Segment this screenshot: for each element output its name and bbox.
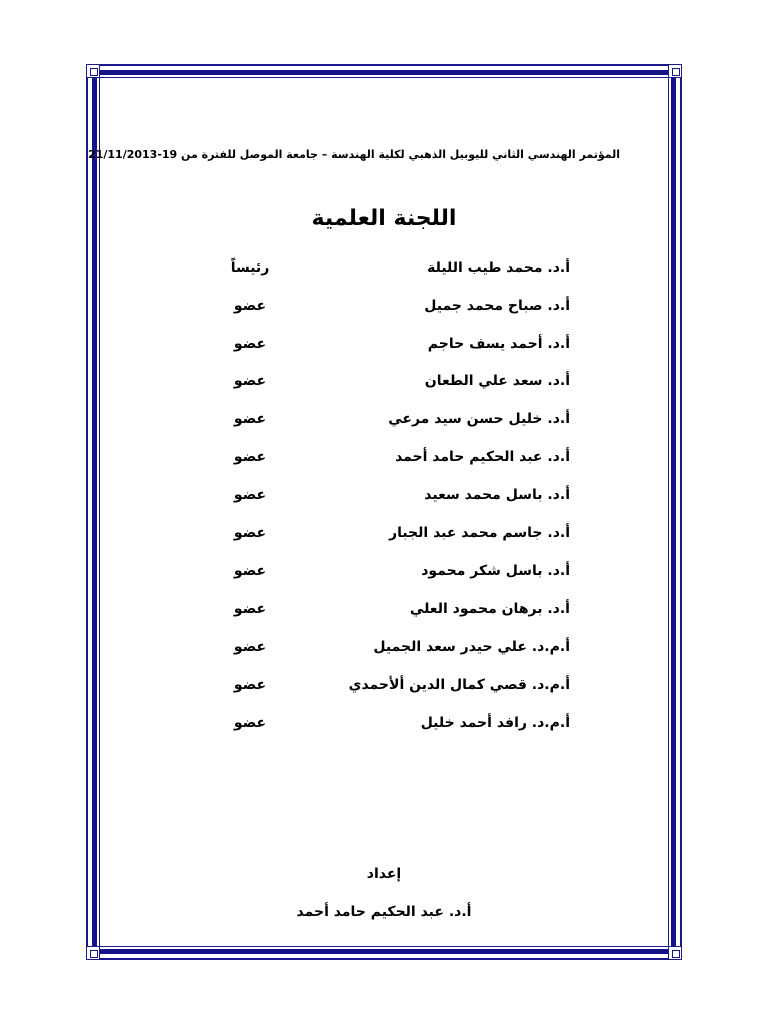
member-name: أ.د. برهان محمود العلي [409, 601, 570, 617]
member-row [200, 411, 570, 439]
member-role: عضو [233, 298, 267, 314]
member-name: أ.د. سعد علي الطعان [424, 373, 570, 389]
member-role: عضو [233, 487, 267, 503]
member-row [200, 336, 570, 364]
member-row [200, 298, 570, 326]
member-role: عضو [233, 373, 267, 389]
member-row [200, 715, 570, 743]
member-name: أ.د. باسل شكر محمود [421, 563, 570, 579]
member-name: أ.د. جاسم محمد عبد الجبار [389, 525, 570, 541]
member-name: أ.م.د. علي حيدر سعد الجميل [373, 639, 570, 655]
prepared-by-label: إعداد [366, 866, 402, 882]
member-name: أ.د. خليل حسن سيد مرعي [388, 411, 570, 427]
member-name: أ.د. باسل محمد سعيد [424, 487, 570, 503]
member-role: عضو [233, 677, 267, 693]
member-row [200, 563, 570, 591]
member-row [200, 373, 570, 401]
member-row [200, 639, 570, 667]
member-role: عضو [233, 601, 267, 617]
member-name: أ.د. عبد الحكيم حامد أحمد [395, 449, 570, 465]
member-role: عضو [233, 639, 267, 655]
member-row [200, 525, 570, 553]
member-row [200, 449, 570, 477]
member-role: عضو [233, 449, 267, 465]
member-name: أ.د. أحمد يسف حاجم [427, 336, 570, 352]
member-role: عضو [233, 411, 267, 427]
corner-ornament-bottom-right [668, 946, 682, 960]
corner-ornament-bottom-left [86, 946, 100, 960]
member-row [200, 601, 570, 629]
member-role: عضو [233, 715, 267, 731]
member-name: أ.م.د. رافد أحمد خليل [420, 715, 570, 731]
member-role: رئيساً [230, 260, 270, 276]
member-row [200, 677, 570, 705]
member-name: أ.د. صباح محمد جميل [424, 298, 570, 314]
member-name: أ.د. محمد طيب الليلة [427, 260, 570, 276]
member-role: عضو [233, 563, 267, 579]
page-title: اللجنة العلمية [311, 206, 457, 231]
member-row [200, 260, 570, 288]
corner-ornament-top-left [86, 64, 100, 78]
member-name: أ.م.د. قصي كمال الدين ألأحمدي [348, 677, 570, 693]
prepared-by-name: أ.د. عبد الحكيم حامد أحمد [296, 904, 472, 920]
corner-ornament-top-right [668, 64, 682, 78]
member-row [200, 487, 570, 515]
member-role: عضو [233, 525, 267, 541]
member-role: عضو [233, 336, 267, 352]
conference-header: المؤتمر الهندسي الثاني لليوبيل الذهبي لكلية الهندسة – جامعة الموصل للفترة من 19-21/11/2013 [88, 148, 620, 161]
